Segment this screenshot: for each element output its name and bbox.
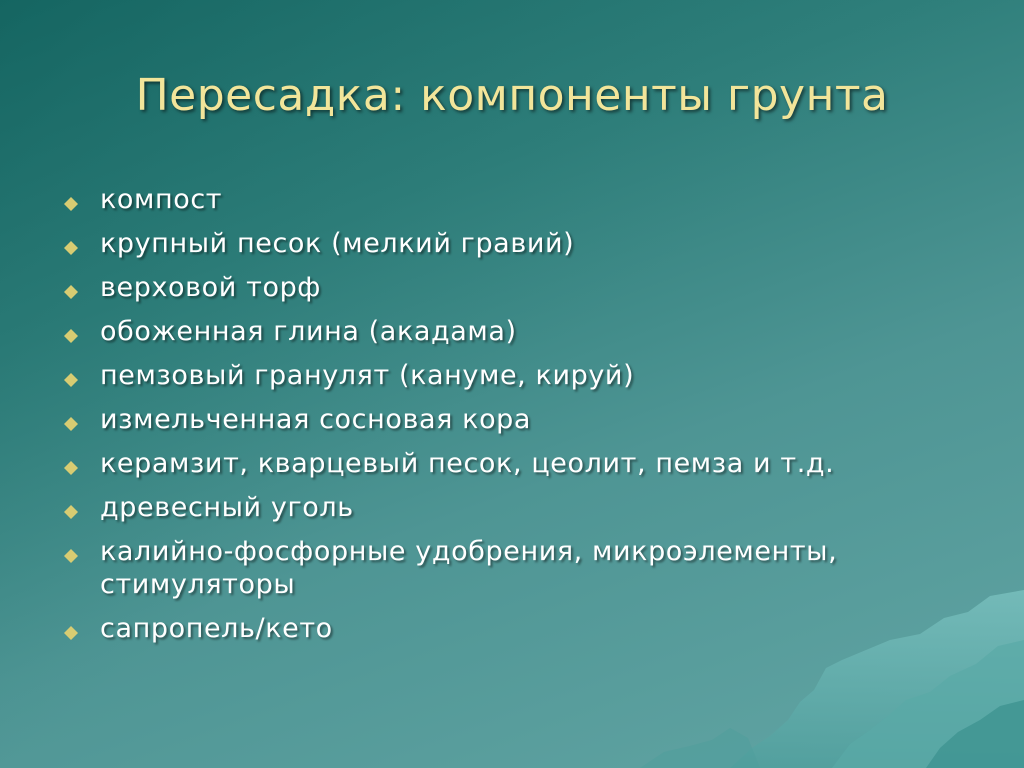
bullet-text: калийно-фосфорные удобрения, микроэлементы, стимуляторы [100, 536, 838, 600]
diamond-bullet-icon [64, 197, 78, 211]
diamond-bullet-icon [64, 285, 78, 299]
list-item [64, 535, 924, 601]
diamond-bullet-icon [64, 417, 78, 431]
bullet-text: сапропель/кето [100, 613, 333, 644]
diamond-bullet-icon [64, 329, 78, 343]
diamond-bullet-icon [64, 626, 78, 640]
diamond-bullet-icon [64, 461, 78, 475]
bullet-list [64, 183, 924, 656]
list-item [64, 271, 924, 304]
list-item [64, 491, 924, 524]
list-item [64, 403, 924, 436]
bullet-text: компост [100, 184, 223, 215]
list-item [64, 183, 924, 216]
diamond-bullet-icon [64, 505, 78, 519]
list-item [64, 315, 924, 348]
bullet-text: крупный песок (мелкий гравий) [100, 228, 575, 259]
list-item [64, 612, 924, 645]
bullet-text: пемзовый гранулят (кануме, кируй) [100, 360, 635, 391]
bullet-text: обоженная глина (акадама) [100, 316, 517, 347]
diamond-bullet-icon [64, 241, 78, 255]
list-item [64, 227, 924, 260]
diamond-bullet-icon [64, 549, 78, 563]
list-item [64, 359, 924, 392]
list-item [64, 447, 924, 480]
bullet-text: верховой торф [100, 272, 321, 303]
bullet-text: древесный уголь [100, 492, 354, 523]
slide-title: Пересадка: компоненты грунта [135, 70, 889, 121]
diamond-bullet-icon [64, 373, 78, 387]
bullet-text: керамзит, кварцевый песок, цеолит, пемза и т.д. [100, 448, 835, 479]
bullet-text: измельченная сосновая кора [100, 404, 532, 435]
